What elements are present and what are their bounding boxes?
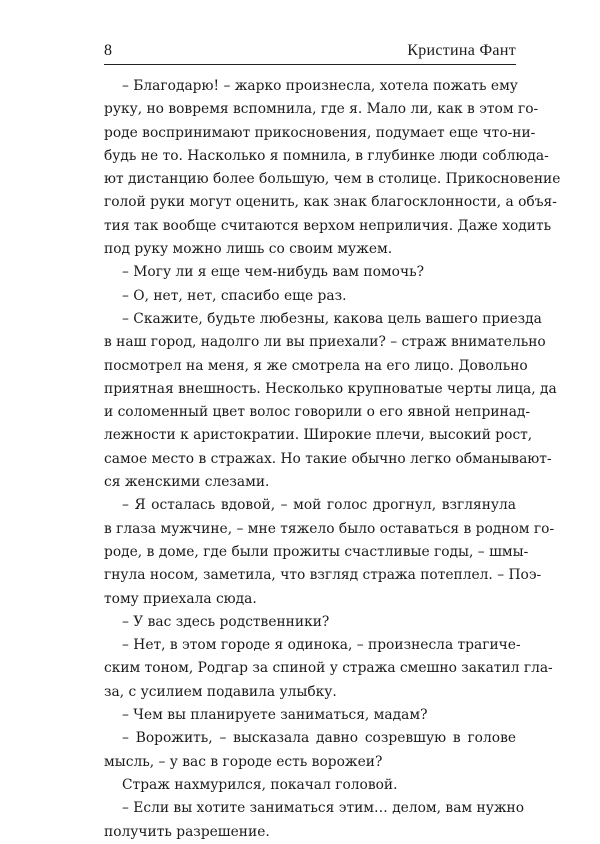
text-line: – Благодарю! – жарко произнесла, хотела пожать ему [122, 78, 518, 94]
text-line: в глаза мужчине, – мне тяжело было оставаться в родном го- [104, 520, 555, 537]
text-line: получить разрешение. [104, 823, 270, 840]
text-line: ют дистанцию более большую, чем в столице. Прикосновение [104, 171, 561, 188]
text-line: – Если вы хотите заниматься этим… делом, вам нужно [122, 800, 525, 817]
text-line: голой руки могут оценить, как знак благосклонности, а объя- [104, 194, 557, 211]
page-header [104, 38, 516, 62]
text-line: – Ворожить, – высказала давно созревшую в голове [122, 730, 516, 747]
header-rule [104, 64, 516, 65]
text-line: приятная внешность. Несколько крупноватые черты лица, да [104, 380, 557, 397]
text-line: роде воспринимают прикосновения, подумает еще что-ни- [104, 124, 536, 141]
text-line: посмотрел на меня, я же смотрела на его лицо. Довольно [104, 357, 528, 374]
text-line: гнула носом, заметила, что взгляд стража потеплел. – Поэ- [104, 567, 542, 584]
text-line: тому приехала сюда. [104, 590, 257, 607]
text-line: – Могу ли я еще чем-нибудь вам помочь? [122, 264, 424, 281]
text-line: мысль, – у вас в городе есть ворожеи? [104, 753, 383, 770]
text-line: роде, в доме, где были прожиты счастливые годы, – шмы- [104, 543, 529, 560]
text-line: за, с усилием подавила улыбку. [104, 683, 337, 700]
text-line: лежности к аристократии. Широкие плечи, высокий рост, [104, 427, 533, 444]
text-line: ся женскими слезами. [104, 474, 270, 491]
text-line: – Нет, в этом городе я одинока, – произнесла трагиче- [122, 637, 521, 654]
page-number: 8 [104, 42, 112, 59]
text-line: самое место в стражах. Но такие обычно легко обманывают- [104, 450, 552, 467]
text-line: – У вас здесь родственники? [122, 613, 330, 630]
text-line: и соломенный цвет волос говорили о его явной непринад- [104, 404, 531, 421]
text-line: будь не то. Насколько я помнила, в глубинке люди соблюда- [104, 147, 549, 164]
text-line: тия так вообще считаются верхом неприличия. Даже ходить [104, 217, 552, 234]
text-line: – Чем вы планируете заниматься, мадам? [122, 707, 428, 724]
text-line: руку, но вовремя вспомнила, где я. Мало ли, как в этом го- [104, 101, 539, 118]
text-line: ским тоном, Родгар за спиной у стража смешно закатил гла- [104, 660, 553, 677]
body-text [104, 75, 561, 844]
text-line: – Скажите, будьте любезны, какова цель вашего приезда [122, 310, 542, 327]
text-line: в наш город, надолго ли вы приехали? – страж внимательно [104, 334, 546, 351]
running-title: Кристина Фант [407, 42, 516, 59]
text-line: – О, нет, нет, спасибо еще раз. [122, 287, 347, 304]
text-line: под руку можно лишь со своим мужем. [104, 241, 393, 258]
text-line: Страж нахмурился, покачал головой. [122, 776, 398, 793]
text-line: – Я осталась вдовой, – мой голос дрогнул, взглянула [122, 497, 516, 514]
